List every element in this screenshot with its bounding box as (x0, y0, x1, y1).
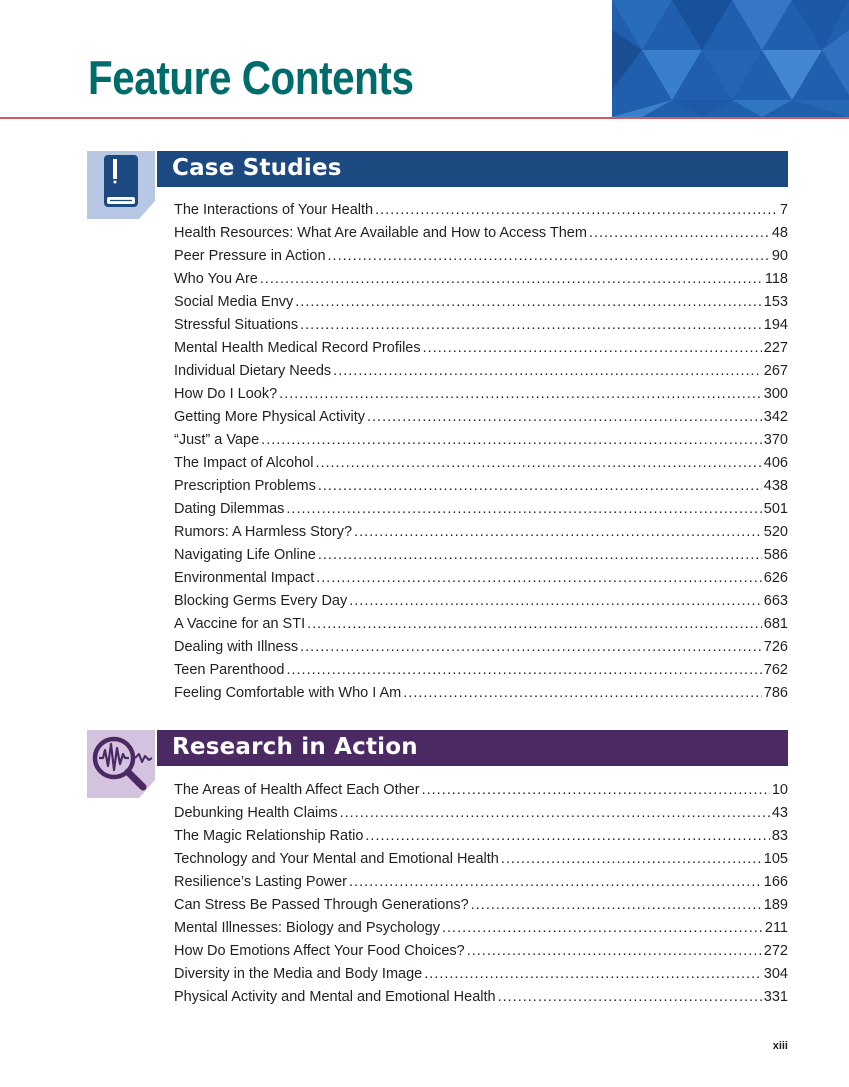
toc-entry-title: Physical Activity and Mental and Emotional Health (174, 989, 496, 1005)
toc-entry[interactable] (174, 636, 788, 659)
toc-entry-page: 331 (763, 989, 788, 1005)
toc-entry-page: 726 (763, 639, 788, 655)
toc-entry[interactable] (174, 429, 788, 452)
toc-entry-title: Stressful Situations (174, 317, 299, 333)
toc-entry[interactable] (174, 268, 788, 291)
dot-leader (354, 521, 762, 544)
toc-entry-page: 189 (763, 897, 788, 913)
toc-entry[interactable] (174, 521, 788, 544)
toc-entry-title: Dating Dilemmas (174, 501, 285, 517)
toc-entry-page: 83 (771, 828, 788, 844)
dot-leader (286, 659, 761, 682)
toc-entry[interactable] (174, 825, 788, 848)
toc-entry[interactable] (174, 848, 788, 871)
toc-entry-page: 586 (763, 547, 788, 563)
dot-leader (261, 429, 762, 452)
toc-entry-title: “Just” a Vape (174, 432, 260, 448)
toc-entry[interactable] (174, 613, 788, 636)
toc-entry[interactable] (174, 222, 788, 245)
dot-leader (318, 475, 762, 498)
toc-entry[interactable] (174, 963, 788, 986)
toc-entry-page: 7 (779, 202, 788, 218)
dot-leader (498, 986, 762, 1009)
toc-entry-page: 342 (763, 409, 788, 425)
dot-leader (333, 360, 762, 383)
toc-entry-page: 681 (763, 616, 788, 632)
toc-entry-title: Blocking Germs Every Day (174, 593, 348, 609)
toc-entry-page: 105 (763, 851, 788, 867)
toc-entry[interactable] (174, 383, 788, 406)
toc-entry[interactable] (174, 894, 788, 917)
dot-leader (279, 383, 762, 406)
toc-entry-title: Health Resources: What Are Available and How to Access Them (174, 225, 587, 241)
toc-entry-title: Individual Dietary Needs (174, 363, 332, 379)
dot-leader (403, 682, 762, 705)
toc-entry-title: Can Stress Be Passed Through Generations? (174, 897, 469, 913)
dot-leader (442, 917, 763, 940)
toc-entry-page: 43 (771, 805, 788, 821)
header-rule (0, 117, 849, 119)
toc-entry[interactable] (174, 475, 788, 498)
toc-entry-page: 90 (771, 248, 788, 264)
dot-leader (349, 590, 762, 613)
toc-entry-title: Rumors: A Harmless Story? (174, 524, 353, 540)
toc-entry-title: The Interactions of Your Health (174, 202, 374, 218)
toc-entry[interactable] (174, 452, 788, 475)
toc-entry-title: Navigating Life Online (174, 547, 316, 563)
dot-leader (286, 498, 761, 521)
toc-entry-title: Who You Are (174, 271, 258, 287)
dot-leader (471, 894, 762, 917)
dot-leader (295, 291, 762, 314)
dot-leader (375, 199, 778, 222)
page-number: xiii (772, 1040, 788, 1052)
toc-entry-page: 227 (763, 340, 788, 356)
toc-entry-page: 10 (771, 782, 788, 798)
page-title: Feature Contents (88, 51, 414, 104)
toc-entry-title: The Impact of Alcohol (174, 455, 314, 471)
toc-entry-title: Mental Illnesses: Biology and Psychology (174, 920, 440, 936)
toc-entry-title: Resilience’s Lasting Power (174, 874, 348, 890)
toc-entry-page: 786 (763, 685, 788, 701)
toc-entry[interactable] (174, 360, 788, 383)
toc-entry[interactable] (174, 567, 788, 590)
toc-entry[interactable] (174, 498, 788, 521)
dot-leader (328, 245, 770, 268)
toc-entry[interactable] (174, 245, 788, 268)
toc-entry-page: 118 (764, 271, 788, 287)
toc-entry-title: Diversity in the Media and Body Image (174, 966, 423, 982)
toc-entry-title: Technology and Your Mental and Emotional Health (174, 851, 499, 867)
toc-entry-title: Peer Pressure in Action (174, 248, 326, 264)
toc-entry-title: Social Media Envy (174, 294, 294, 310)
case-studies-list (174, 199, 788, 705)
dot-leader (318, 544, 762, 567)
toc-entry-title: The Areas of Health Affect Each Other (174, 782, 420, 798)
toc-entry-page: 166 (763, 874, 788, 890)
toc-entry-page: 438 (763, 478, 788, 494)
toc-entry[interactable] (174, 940, 788, 963)
toc-entry-title: A Vaccine for an STI (174, 616, 306, 632)
dot-leader (365, 825, 769, 848)
magnifier-waveform-icon (87, 730, 155, 798)
dot-leader (316, 567, 762, 590)
dot-leader (367, 406, 762, 429)
toc-entry-page: 501 (763, 501, 788, 517)
dot-leader (422, 779, 770, 802)
dot-leader (307, 613, 762, 636)
header-triangle-pattern (612, 0, 849, 117)
toc-entry-title: Feeling Comfortable with Who I Am (174, 685, 402, 701)
toc-entry-page: 626 (763, 570, 788, 586)
toc-entry[interactable] (174, 682, 788, 705)
dot-leader (260, 268, 763, 291)
toc-entry-page: 194 (763, 317, 788, 333)
research-in-action-list (174, 779, 788, 1009)
toc-entry[interactable] (174, 406, 788, 429)
toc-entry-page: 370 (763, 432, 788, 448)
toc-entry[interactable] (174, 314, 788, 337)
case-studies-heading: Case Studies (172, 155, 342, 181)
toc-entry-page: 48 (771, 225, 788, 241)
toc-entry-page: 406 (763, 455, 788, 471)
research-in-action-heading: Research in Action (172, 734, 418, 760)
toc-entry-page: 211 (764, 920, 788, 936)
toc-entry[interactable] (174, 659, 788, 682)
toc-entry[interactable] (174, 337, 788, 360)
toc-entry-title: Environmental Impact (174, 570, 315, 586)
dot-leader (340, 802, 770, 825)
toc-entry-title: Prescription Problems (174, 478, 316, 494)
dot-leader (501, 848, 762, 871)
toc-entry[interactable] (174, 779, 788, 802)
toc-entry-page: 762 (763, 662, 788, 678)
dot-leader (589, 222, 770, 245)
toc-entry-page: 663 (763, 593, 788, 609)
toc-entry-title: The Magic Relationship Ratio (174, 828, 364, 844)
toc-entry[interactable] (174, 544, 788, 567)
toc-entry[interactable] (174, 917, 788, 940)
book-icon (87, 151, 155, 219)
toc-entry-title: Teen Parenthood (174, 662, 285, 678)
toc-entry-title: Dealing with Illness (174, 639, 299, 655)
toc-entry-page: 520 (763, 524, 788, 540)
dot-leader (300, 314, 762, 337)
toc-entry[interactable] (174, 871, 788, 894)
toc-entry-title: Debunking Health Claims (174, 805, 338, 821)
dot-leader (315, 452, 761, 475)
toc-entry-page: 153 (763, 294, 788, 310)
toc-entry-page: 272 (763, 943, 788, 959)
toc-entry-title: Getting More Physical Activity (174, 409, 365, 425)
toc-entry[interactable] (174, 199, 788, 222)
toc-entry-page: 304 (763, 966, 788, 982)
dot-leader (423, 337, 762, 360)
dot-leader (424, 963, 762, 986)
toc-entry[interactable] (174, 590, 788, 613)
toc-entry[interactable] (174, 802, 788, 825)
dot-leader (300, 636, 762, 659)
dot-leader (349, 871, 762, 894)
toc-entry-title: How Do I Look? (174, 386, 278, 402)
toc-entry[interactable] (174, 986, 788, 1009)
case-studies-heading-bar (157, 151, 788, 187)
toc-entry-page: 300 (763, 386, 788, 402)
toc-entry[interactable] (174, 291, 788, 314)
toc-entry-title: Mental Health Medical Record Profiles (174, 340, 421, 356)
research-in-action-heading-bar (157, 730, 788, 766)
toc-entry-page: 267 (763, 363, 788, 379)
dot-leader (467, 940, 762, 963)
toc-entry-title: How Do Emotions Affect Your Food Choices? (174, 943, 465, 959)
